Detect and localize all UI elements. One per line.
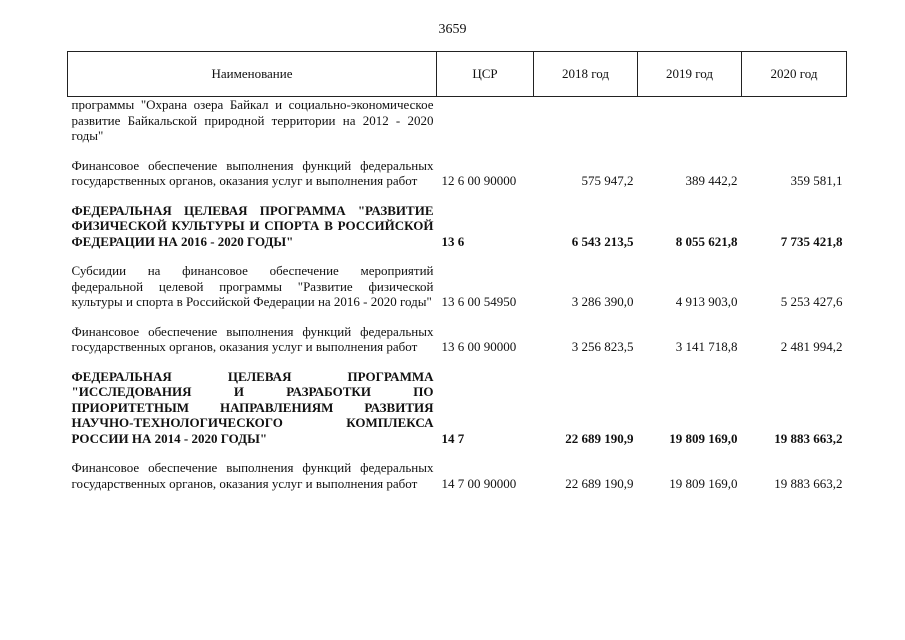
row-2018: 22 689 190,9: [565, 430, 634, 446]
row-2019: 3 141 718,8: [675, 339, 738, 354]
row-2020: 7 735 421,8: [780, 233, 843, 249]
row-csr: 13 6: [441, 233, 465, 249]
row-csr: 13 6 00 54950: [441, 294, 517, 309]
table-row-program: [68, 203, 847, 250]
row-csr: [437, 97, 534, 144]
row-2018: 3 256 823,5: [571, 339, 634, 354]
table-row: [68, 460, 847, 491]
row-spacer: [68, 144, 847, 158]
row-2018: 6 543 213,5: [571, 233, 634, 249]
row-spacer: [68, 446, 847, 460]
row-2020: 359 581,1: [790, 173, 843, 188]
row-2020: 19 883 663,2: [774, 430, 843, 446]
row-name: Финансовое обеспечение выполнения функций федеральных государственных органов, оказания услуг и выполнения работ: [71, 157, 434, 188]
row-spacer: [68, 355, 847, 369]
header-2018: 2018 год: [534, 52, 638, 97]
row-2018: 3 286 390,0: [571, 294, 634, 309]
row-2018: 575 947,2: [581, 173, 634, 188]
table-row: [68, 158, 847, 189]
row-spacer: [68, 310, 847, 324]
row-2019: 4 913 903,0: [675, 294, 738, 309]
row-2020: [742, 97, 847, 144]
header-2019: 2019 год: [638, 52, 742, 97]
row-2020: 2 481 994,2: [780, 339, 843, 354]
row-csr: 14 7: [441, 430, 465, 446]
table-row: [68, 324, 847, 355]
header-name: Наименование: [68, 52, 437, 97]
budget-table: [67, 51, 847, 491]
table-row-program: [68, 369, 847, 447]
row-name: программы "Охрана озера Байкал и социально-экономическое развитие Байкальской природной территории на 2012 - 2020 годы": [71, 97, 434, 143]
row-2019: [638, 97, 742, 144]
row-csr: 13 6 00 90000: [441, 339, 517, 354]
row-name: Субсидии на финансовое обеспечение мероприятий федеральной целевой программы "Развитие физической культуры и спорта в Российской Федерации на 2016 - 2020 годы": [71, 263, 434, 309]
row-2019: 8 055 621,8: [675, 233, 738, 249]
row-2019: 19 809 169,0: [669, 475, 738, 491]
row-name: ФЕДЕРАЛЬНАЯ ЦЕЛЕВАЯ ПРОГРАММА "ИССЛЕДОВАНИЯ И РАЗРАБОТКИ ПО ПРИОРИТЕТНЫМ НАПРАВЛЕНИЯМ РАЗВИТИЯ НАУЧНО-ТЕХНОЛОГИЧЕСКОГО КОМПЛЕКСА РОССИИ НА 2014 - 2020 ГОДЫ": [71, 368, 434, 446]
table-row: [68, 263, 847, 310]
row-csr: 14 7 00 90000: [441, 475, 517, 491]
row-2018: 22 689 190,9: [565, 475, 634, 491]
row-name: ФЕДЕРАЛЬНАЯ ЦЕЛЕВАЯ ПРОГРАММА "РАЗВИТИЕ ФИЗИЧЕСКОЙ КУЛЬТУРЫ И СПОРТА В РОССИЙСКОЙ ФЕДЕРАЦИИ НА 2016 - 2020 ГОДЫ": [71, 202, 434, 249]
page-number: 3659: [438, 22, 467, 37]
row-2020: 5 253 427,6: [780, 294, 843, 309]
table-header-row: [68, 52, 847, 97]
row-2019: 19 809 169,0: [669, 430, 738, 446]
header-csr: ЦСР: [437, 52, 534, 97]
row-2020: 19 883 663,2: [774, 475, 843, 491]
row-2019: 389 442,2: [685, 173, 738, 188]
row-spacer: [68, 249, 847, 263]
row-2018: [534, 97, 638, 144]
row-name: Финансовое обеспечение выполнения функций федеральных государственных органов, оказания услуг и выполнения работ: [71, 460, 434, 491]
header-2020: 2020 год: [742, 52, 847, 97]
row-spacer: [68, 189, 847, 203]
row-csr: 12 6 00 90000: [441, 173, 517, 188]
row-name: Финансовое обеспечение выполнения функций федеральных государственных органов, оказания услуг и выполнения работ: [71, 323, 434, 354]
table-row: [68, 97, 847, 144]
